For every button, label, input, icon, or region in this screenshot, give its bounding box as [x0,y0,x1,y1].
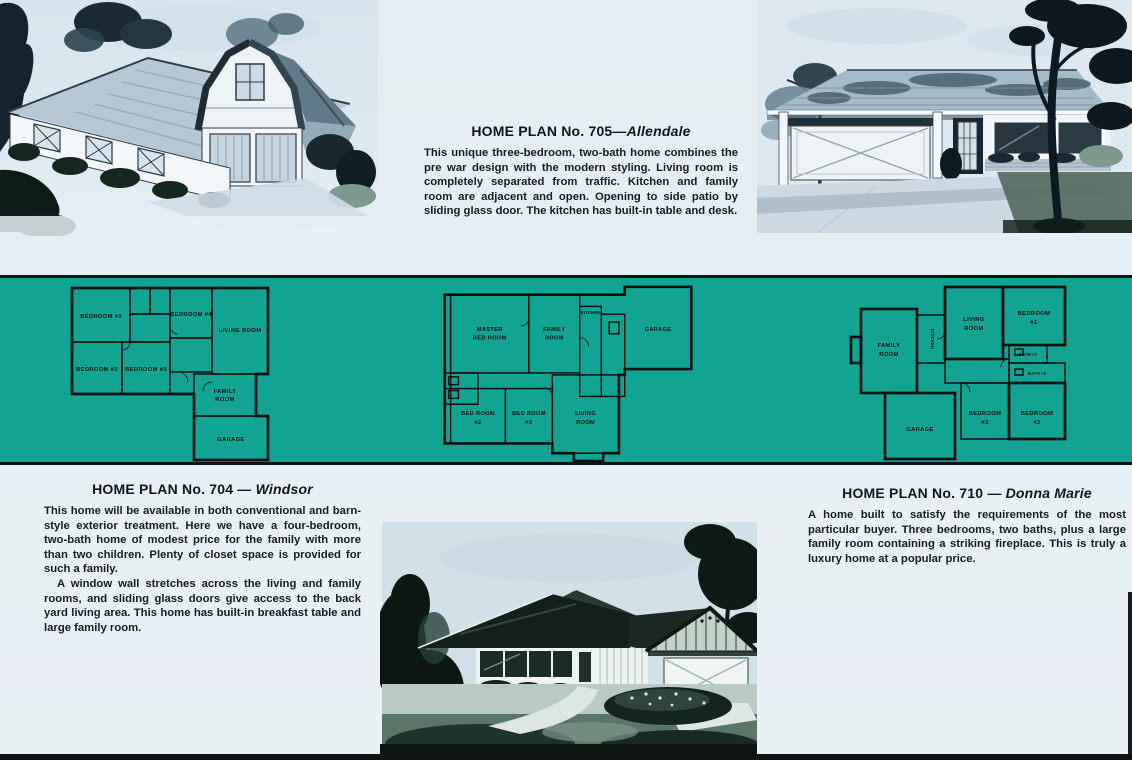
planter-bed [604,687,732,725]
room-label: BED ROOM [461,411,495,418]
room-label: BEDROOM #3 [125,367,167,373]
windsor-house-illustration [0,0,378,236]
plan-710-title-number: HOME PLAN No. 710 — [842,485,1006,501]
room-label: LIVING [963,317,985,323]
room-label: KITCHEN [580,310,601,316]
plan-704-description-p1: This home will be available in both conventional and barn-style exterior treatment. Here we have a four-bedroom, two-bath home of modest price for the family with more than two children. Plenty of closet space is provided for such a family. [44,505,361,576]
room-label: ROOM [544,335,564,342]
plan-704-title-number: HOME PLAN No. 704 — [92,481,256,497]
plan-704-description-p2: A window wall stretches across the living and family rooms, and sliding glass doors give access to the back yard living area. This home has built-in breakfast table and large family room. [44,577,361,634]
page-right-edge [1128,592,1132,754]
plan-705-title-number: HOME PLAN No. 705— [471,123,627,139]
room-label: BATH #2 [1027,371,1047,376]
room-label: BEDROOM #1 [80,314,122,320]
room-label: BED ROOM [472,335,507,342]
plan-710-title-name: Donna Marie [1005,485,1092,501]
room-label: GARAGE [217,437,245,443]
floor-plan-band [0,275,1132,465]
garage [779,112,942,186]
windsor-floor-plan [70,282,270,460]
room-label: BEDROOM [1020,411,1054,417]
donna-marie-house-illustration [380,518,757,756]
room-label: ROOM [576,419,596,426]
plan-710-section [808,485,1126,566]
room-label: #3 [525,419,533,426]
room-label: ROOM [215,397,235,403]
room-label: FAMILY [213,389,237,395]
room-label: FAMILY [877,343,901,349]
picture-window [993,121,1051,155]
plan-704-title [44,481,361,497]
room-label: BEDROOM #4 [170,312,212,318]
room-label: LIVING ROOM [218,328,262,334]
plan-705-title [424,123,738,139]
room-label: BEDROOM [1017,311,1051,317]
room-label: FAMILY [543,326,566,333]
room-label: BEDROOM [968,411,1002,417]
plan-705-section [424,123,738,219]
plan-704-title-name: Windsor [255,481,313,497]
garage-door [256,134,296,182]
room-label: KITCHEN [930,328,935,350]
room-label: BEDROOM #2 [76,367,118,373]
donna-marie-floor-plan [849,281,1081,459]
room-label: GARAGE [644,326,672,333]
room-label: ROOM [964,326,984,332]
front-door [578,651,592,683]
room-label: BATH #1 [1018,352,1038,357]
allendale-house-illustration [757,0,1132,233]
plan-710-description: A home built to satisfy the requirements of the most particular buyer. Three bedrooms, two baths, plus a large family room containing a striking fireplace. This is truly a luxury home at a popular price. [808,509,1126,565]
window-wall [480,651,572,677]
plan-704-section [44,481,361,635]
plan-705-title-name: Allendale [626,123,691,139]
room-label: #2 [1033,420,1041,426]
plan-705-description: This unique three-bedroom, two-bath home combines the pre war design with the modern styling. Living room is completely separated from traffic. Kitchen and family room are adjacent and open. Opening to side patio by sliding glass door. The kitchen has built-in table and desk. [424,147,738,218]
room-label: GARAGE [906,427,934,433]
allendale-floor-plan [440,279,698,461]
room-label: #1 [1030,320,1038,326]
room-label: #3 [981,420,989,426]
page-bottom-edge [0,754,1132,760]
room-label: ROOM [879,352,899,358]
room-label: #2 [474,419,482,426]
room-label: MASTER [476,326,503,333]
plan-710-title [808,485,1126,501]
room-label: LIVING [575,411,597,418]
room-label: BED ROOM [511,411,546,418]
